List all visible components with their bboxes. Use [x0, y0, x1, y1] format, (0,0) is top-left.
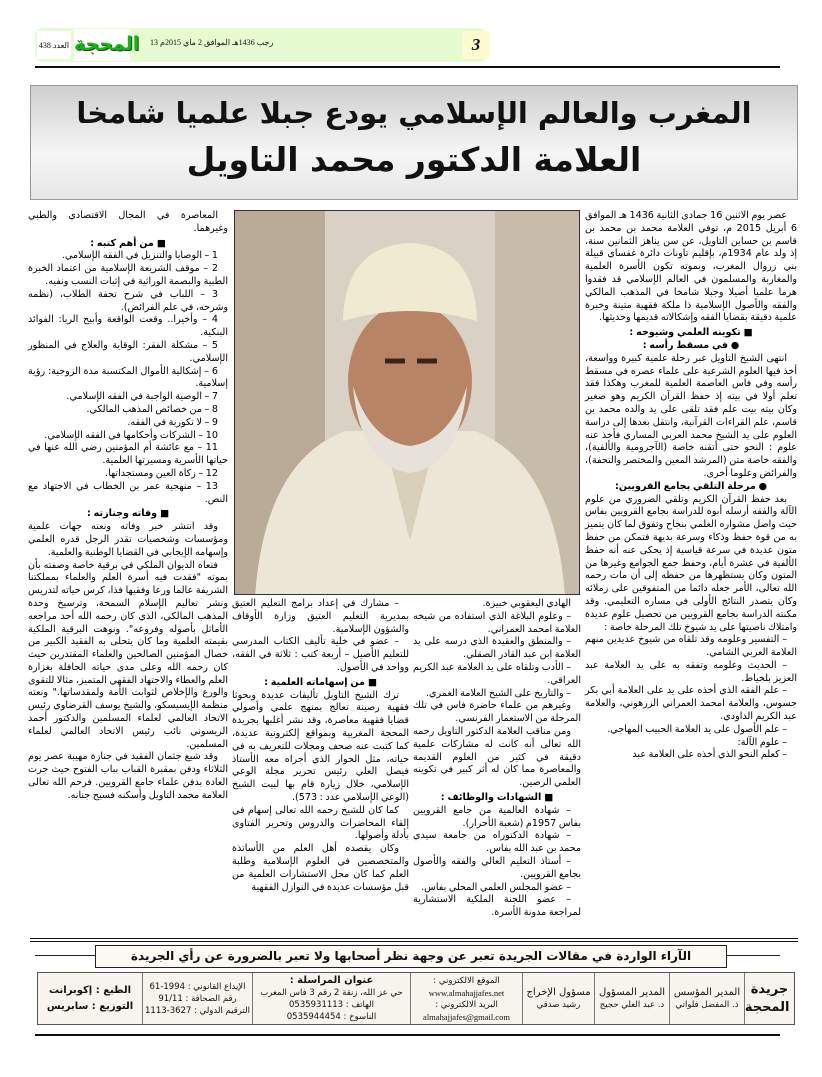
paragraph: – علم الأصول على يد العلامة الحبيب المهاجي.: [607, 723, 787, 735]
paragraph: ترك الشيخ التاويل تأليفات عديدة وبحوثا فقهية رصينة تعالج بمنهج علمي وأصولي قضايا فقهية معاصرة، وقد نشر أغلبها بجريدة المحجة المغربية وبمواقع إلكترونية عديدة، كما كتبت عنه صحف ومجلات للتعريف به في حياته، مثل الحوار الذي أجراه معه الأستاذ فيصل العلي رئيس تحرير مجلة الوعي الإسلامي، خلال زيارة قام بها لبيت الشيخ (الوعي الإسلامي عدد : 573).: [232, 689, 409, 803]
paragraph: – شهادة الدكتوراه من جامعة سيدي محمد بن عبد الله بفاس.: [413, 830, 581, 855]
disclaimer-banner: الآراء الواردة في مقالات الجريدة تعبر عن وجهة نظر أصحابها ولا تعبر بالضرورة عن رأي الجريدة: [95, 945, 727, 968]
paragraph: – والتاريخ على الشيخ العلامة الغمري.: [425, 687, 571, 699]
paragraph: 9 – لا تكورية في الفقه.: [127, 416, 218, 428]
paragraph: ومن مناقب العلامة الدكتور التاويل رحمه الله تعالى أنه كانت له مشاركات علمية دقيقة في كثير من العلوم القديمة والمعاصرة مما كان له أثر كبير في تكوينه العلمي الرصين.: [413, 725, 581, 789]
founder-label: المدير المؤسس: [673, 986, 741, 998]
paragraph: بعد حفظ القرآن الكريم وتلقي الضروري من علوم الآلة والفقه أرسله أبوه للدراسة بجامع القرويين بفاس حيث واصل مشواره العلمي بنجاح وتفوق لما كان يتميز به من قوة حفظ وذكاء وسرعة بديهة فتمكن من حفظ متون عديدة في سرعة قياسية إذ يحكى عنه أنه حفظ الألفية في عشرة أيام، وحفظ جمع الجوامع وغيرها من المتون وكان يستظهرها من حفظه إلى أن مات رحمه الله تعالى، الأمر جعله دائما من المتفوقين على زملائه وكان يتصدر النتائج الأولى في مساره التعليمي. وقد مكنته الدراسة بجامع القرويين من تحصيل علوم عديدة وامتلاك ناصيتها على يد شيوخ تلك المرحلة خاصة :: [585, 493, 797, 633]
paragraph: 6 – إشكالية الأموال المكتسبة مدة الزوجية: رؤية إسلامية.: [28, 365, 228, 390]
paragraph: 11 – مع عائشة أم المؤمنين رضي الله عنها في حياتها الأسرية ومسيرتها العلمية.: [28, 442, 228, 467]
paragraph: عصر يوم الاثنين 16 جمادى الثانية 1436 هـ الموافق 6 أبريل 2015 م، توفي العلامة محمد بن محمد بن قاسم بن حساين التاويل، عن سن يناهز الثمانين سنة، إذ ولد عام 1934م، بإقليم تاونات دائرة غفساي قبيلة بني زروال المغرب، وبموته تكون الأسرة العلمية والمغاربة والمسلمون في العالم الإسلامي قد فقدوا هرما علميا أصيلا وجبلا شامخا في المذهب المالكي والفقه والأصول الإسلامية ذا ملكة فقهية متينة وخبرة علمية دقيقة بقضايا الفقه وإشكالاته قديمها وحديثها.: [585, 210, 798, 324]
paragraph: – أستاذ التعليم العالي والفقه والأصول بجامع القرويين.: [413, 855, 581, 880]
section-heading: ■ تكوينه العلمي وشيوخه :: [629, 327, 753, 339]
paragraph: كما كان للشيخ رحمه الله تعالى إسهام في إلقاء المحاضرات والدروس وتحرير الفتاوى بأدلة وأصولها.: [232, 804, 409, 842]
paragraph: 1 – الوصايا والتنزيل في الفقه الإسلامي.: [61, 250, 218, 262]
paragraph: وكان يقصده أهل العلم من الأساتذة والمتخصصين في العلوم الإسلامية وطلبة العلم كما كان محل الاستشارات العلمية من قبل مؤسسات عديدة في النوازل الفقهية: [232, 843, 409, 893]
paragraph: وقد شيع جثمان الفقيد في جنازة مهيبة عصر يوم الثلاثاء ودفن بمقبرة القباب بباب الفتوح حيث جرت العادة بدفن علماء جامع القرويين. فرحم الله تعالى العلامة محمد التاويل وأسكنه فسيح جنانه.: [28, 751, 228, 801]
address-label: عنوان المراسلة :: [289, 974, 374, 986]
paragraph: فنعاه الديوان الملكي في برقية خاصة وصفته بأن بموته "فقدت فيه أسرة العلم والعلماء بمملكتنا الشريفة عالما ورعا وفقيها فذا، كرس حياته لتدريس ونشر تعاليم الإسلام السمحة، وترسيخ وحدة المذهب المالكي، الذي كان رحمه الله أحد مراجعه الأماثل بأصوله وفروعه". ونوهت البرقية الملكية بقيمته العلمية وما كان يتحلى به الفقيد الكبير من خصال المؤمنين الصالحين والعلماء المقتدرين حيث كان رحمه الله وعلى مدى حياته الحافلة بغزارة العلم والعطاء والاجتهاد الفقهي المتميز، مثالا للتقوى والورع والإخلاص لثوابت الأمة ولمقدساتها." ونعته منظمة الإيسيسكو، والشيخ يوسف القرضاوي رئيس الاتحاد العالمي لعلماء المسلمين والدكتور أحمد الريسوني نائب رئيس الاتحاد العالمي لعلماء المسلمين.: [28, 559, 228, 750]
address-cell: [252, 973, 410, 1024]
subsection-heading: ● في مسقط رأسه :: [642, 339, 740, 351]
brand-cell: [744, 973, 794, 1024]
paragraph: – علوم الآلة:: [737, 736, 787, 748]
divider: [35, 66, 780, 68]
paragraph: المعاصرة في المجال الاقتصادي والطبي وغيرهما.: [28, 210, 228, 234]
director-cell: [594, 973, 669, 1024]
distributor: التوزيع : سابريس: [46, 1000, 134, 1012]
site-label: الموقع الالكتروني :: [433, 975, 500, 986]
paragraph: 10 – الشركات وأحكامها في الفقه الإسلامي.: [44, 429, 218, 441]
website-link[interactable]: www.almahajjafes.net: [428, 987, 505, 998]
article-column-1: [585, 210, 797, 762]
paragraph: 7 – الوصية الواجبة في الفقه الإسلامي.: [66, 391, 218, 403]
email-link[interactable]: almahajjafes@gmail.com: [423, 1011, 510, 1022]
layout-label: مسؤول الإخراج: [526, 986, 591, 998]
press-number: رقم الصحافة : 91/11: [158, 993, 237, 1004]
portrait-photo: [234, 210, 580, 595]
section-heading: ■ وفاته وجنازته :: [86, 508, 170, 520]
paragraph: 5 – مشكلة الفقر: الوقاية والعلاج في المنظور الإسلامي.: [28, 339, 228, 364]
paragraph: – مشارك في إعداد برامج التعليم العتيق بمديرية التعليم العتيق وزارة الأوقاف والشؤون الإسلامية.: [232, 598, 409, 635]
printer: الطبع : إكوبرانت: [48, 984, 132, 996]
paragraph: – الحديث وعلومه وتفقه به على يد العلامة عبد العزيز بلخياط.: [585, 659, 797, 684]
section-heading: ■ من أهم كتبه :: [90, 237, 166, 249]
director-label: المدير المسؤول: [598, 986, 666, 998]
newspaper-logo: المحجة: [74, 29, 130, 61]
fax: الناسوخ : 0535944454: [286, 1011, 377, 1022]
founder-cell: [669, 973, 744, 1024]
paragraph: – وعلوم البلاغة الذي استفاده من شيخه العلامة امحمد العمراني.: [413, 610, 581, 635]
paragraph: – التفسير وعلومه وقد تلقاه من شيوخ عديدين منهم العلامة العربي الشامي.: [585, 634, 797, 659]
article-column-3: [232, 598, 409, 894]
issn: الترقيم الدولي : 3627-1113: [145, 1005, 251, 1016]
page-number: 3: [462, 31, 490, 59]
paragraph: 12 – زكاة العين ومستجداتها.: [105, 467, 218, 479]
contact-cell: [410, 973, 522, 1024]
paragraph: – عضو اللجنة الملكية الاستشارية لمراجعة مدونة الأسرة.: [413, 894, 581, 919]
article-column-4: [28, 210, 228, 803]
email-label: البريد الالكتروني :: [435, 999, 498, 1010]
director-name: د. عبد العلي حجيج: [599, 999, 665, 1010]
paragraph: – الأدب وتلقاه على يد العلامة عبد الكريم العراقي.: [413, 661, 581, 686]
paragraph: – عضو المجلس العلمي المحلي بفاس.: [421, 881, 571, 893]
paragraph: وقد انتشر خبر وفاته ونعته جهات علمية ومؤسسات وشخصيات تقدر الرجل قدره العلمي وإسهامه الإيجابي في القضايا الوطنية والعلمية.: [28, 521, 228, 558]
headline-box: [30, 85, 798, 200]
banner-line-left: [35, 955, 95, 956]
subheadline: العلامة الدكتور محمد التاويل: [186, 140, 642, 179]
paragraph: الهادي اليعقوبي خبيزة.: [482, 598, 571, 609]
paragraph: 3 – اللباب في شرح تحفة الطلاب، (نظمه وشرحه، في علم الفرائض).: [28, 288, 228, 313]
paragraph: – والمنطق والعقيدة الذي درسه على يد العلامة ابن عبد القادر الصقلي.: [413, 636, 581, 661]
paragraph: 8 – من خصائص المذهب المالكي.: [86, 403, 218, 415]
paragraph: – عضو في خلية تأليف الكتاب المدرسي للتعليم الأصيل – أربعة كتب : ثلاثة في الفقه، وواحد في الأصول.: [232, 636, 409, 673]
legal-deposit: الإيداع القانوني : 1994-61: [149, 981, 246, 992]
address: حي عز الله، زنقة 2 رقم 3 فاس المغرب: [260, 987, 403, 998]
paragraph: انتهى الشيخ التاويل عبر رحلة علمية كبيرة وواسعة، أخذ فيها العلوم الشرعية على علماء عصره في مسقط رأسه وفي فاس العاصمة العلمية للمغرب وهكذا فقد تعلم أولا في بيته إذ حفظ القرآن الكريم وهو صغير وكان بيته بيت علم فقد تلقى على يد والده محمد بن قاسم، علم القراءات القرآنية، وانتقل بعدها إلى دراسة العلوم على يد الشيخ محمد العربي المساري فأخذ عنه علوم : النحو حتى أتقنه خاصة (الآجرومية والألفية)، والفقه خاصة متن (المرشد المعين والمختصر والتحفة)، والفرائض وعلوما أخرى.: [585, 352, 797, 479]
paragraph: 4 – وأخيرا.. وقعت الواقعة وأبيح الربا: الفوائد البنكية.: [28, 314, 228, 339]
legal-cell: [142, 973, 252, 1024]
subsection-heading: ● مرحلة التلقي بجامع القرويين:: [615, 480, 767, 492]
double-divider: [30, 938, 798, 942]
banner-line-right: [727, 955, 780, 956]
phone: الهاتف : 0535931113: [289, 999, 374, 1010]
print-cell: [38, 973, 142, 1024]
section-heading: ■ من إسهاماته العلمية :: [264, 676, 377, 688]
founder-name: ذ. المفضل فلواتي: [675, 999, 739, 1010]
paragraph: – علم الفقه الذي أخذه على يد على العلامة أبي بكر جسوس، والعلامة امحمد العمراني الزرهوني، والعلامة عبد الكريم الداودي.: [585, 685, 797, 723]
paragraph: – شهادة العالمية من جامع القرويين بفاس 1957م (شعبة الأحرار).: [413, 804, 581, 829]
issue-date: 13 رجب 1436هـ الموافق 2 ماي 2015م: [150, 38, 274, 47]
headline: المغرب والعالم الإسلامي يودع جبلا علميا شامخا: [76, 96, 752, 130]
bottom-divider: [35, 1034, 780, 1036]
brand-name: جريدة المحجة: [744, 981, 790, 1015]
paragraph: وغيرهم من علماء حاضرة فاس في تلك المرحلة من الاستعمار الفرنسي.: [413, 700, 581, 725]
paragraph: 2 – موقف الشريعة الإسلامية من اعتماد الخبرة الطبية والبصمة الوراثية في إثبات النسب ونفيه.: [28, 263, 228, 287]
paragraph: 13 – منهجية عمر بن الخطاب في الاجتهاد مع النص.: [28, 480, 228, 505]
layout-name: رشيد صدقي: [536, 999, 581, 1010]
issue-number: العدد 438: [37, 31, 71, 59]
masthead-footer: [37, 972, 795, 1025]
paragraph: – كعلم النحو الذي أخذه على العلامة عبد: [632, 749, 787, 761]
article-column-2: [413, 598, 581, 920]
section-heading: ■ الشهادات والوظائف :: [440, 791, 554, 803]
layout-cell: [522, 973, 594, 1024]
